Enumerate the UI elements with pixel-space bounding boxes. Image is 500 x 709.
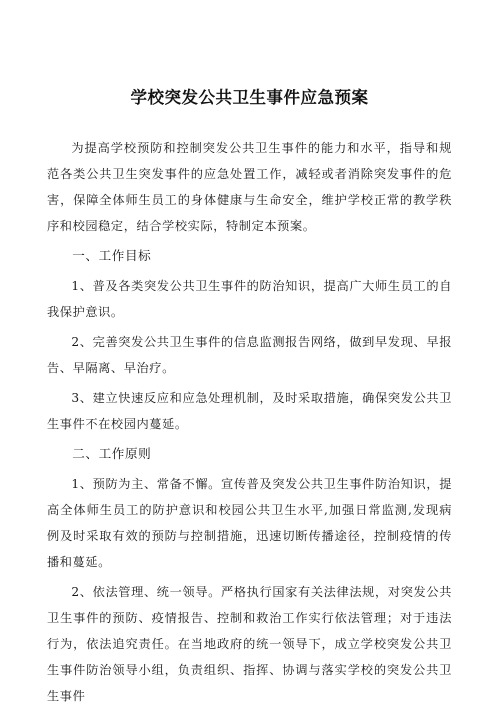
section-work-goals [47, 243, 452, 437]
section-heading: 一、工作目标 [72, 248, 152, 263]
principle-item-2: 2、依法管理、统一领导。严格执行国家有关法律法规，对突发公共卫生事件的预防、疫情报告、控制和救治工作实行依法管理；对于违法行为，依法追究责任。在当地政府的统一领导下，成立学校突发公共卫生事件防治领导小组，负责组织、指挥、协调与落实学校的突发公共卫生事件 [47, 585, 452, 703]
principle-item-1: 1、预防为主、常备不懈。宣传普及突发公共卫生事件防治知识，提高全体师生员工的防护意识和校园公共卫生水平,加强日常监测,发现病例及时采取有效的预防与控制措施，迅速切断传播途径，控制疫情的传播和蔓延。 [47, 477, 452, 569]
goal-item-1: 1、普及各类突发公共卫生事件的防治知识，提高广大师生员工的自我保护意识。 [47, 279, 452, 319]
document-body [47, 135, 452, 709]
goal-item-2: 2、完善突发公共卫生事件的信息监测报告网络，做到早发现、早报告、早隔离、早治疗。 [47, 335, 452, 375]
section-heading: 二、工作原则 [72, 446, 152, 461]
document-title: 学校突发公共卫生事件应急预案 [130, 88, 369, 107]
intro-paragraph: 为提高学校预防和控制突发公共卫生事件的能力和水平，指导和规范各类公共卫生突发事件的应急处置工作，减轻或者消除突发事件的危害，保障全体师生员工的身体健康与生命安全，维护学校正常的教学秩序和校园稳定，结合学校实际，特制定本预案。 [47, 141, 452, 233]
goal-item-3: 3、建立快速反应和应急处理机制，及时采取措施，确保突发公共卫生事件不在校园内蔓延。 [47, 391, 452, 431]
section-work-principles [47, 441, 452, 709]
